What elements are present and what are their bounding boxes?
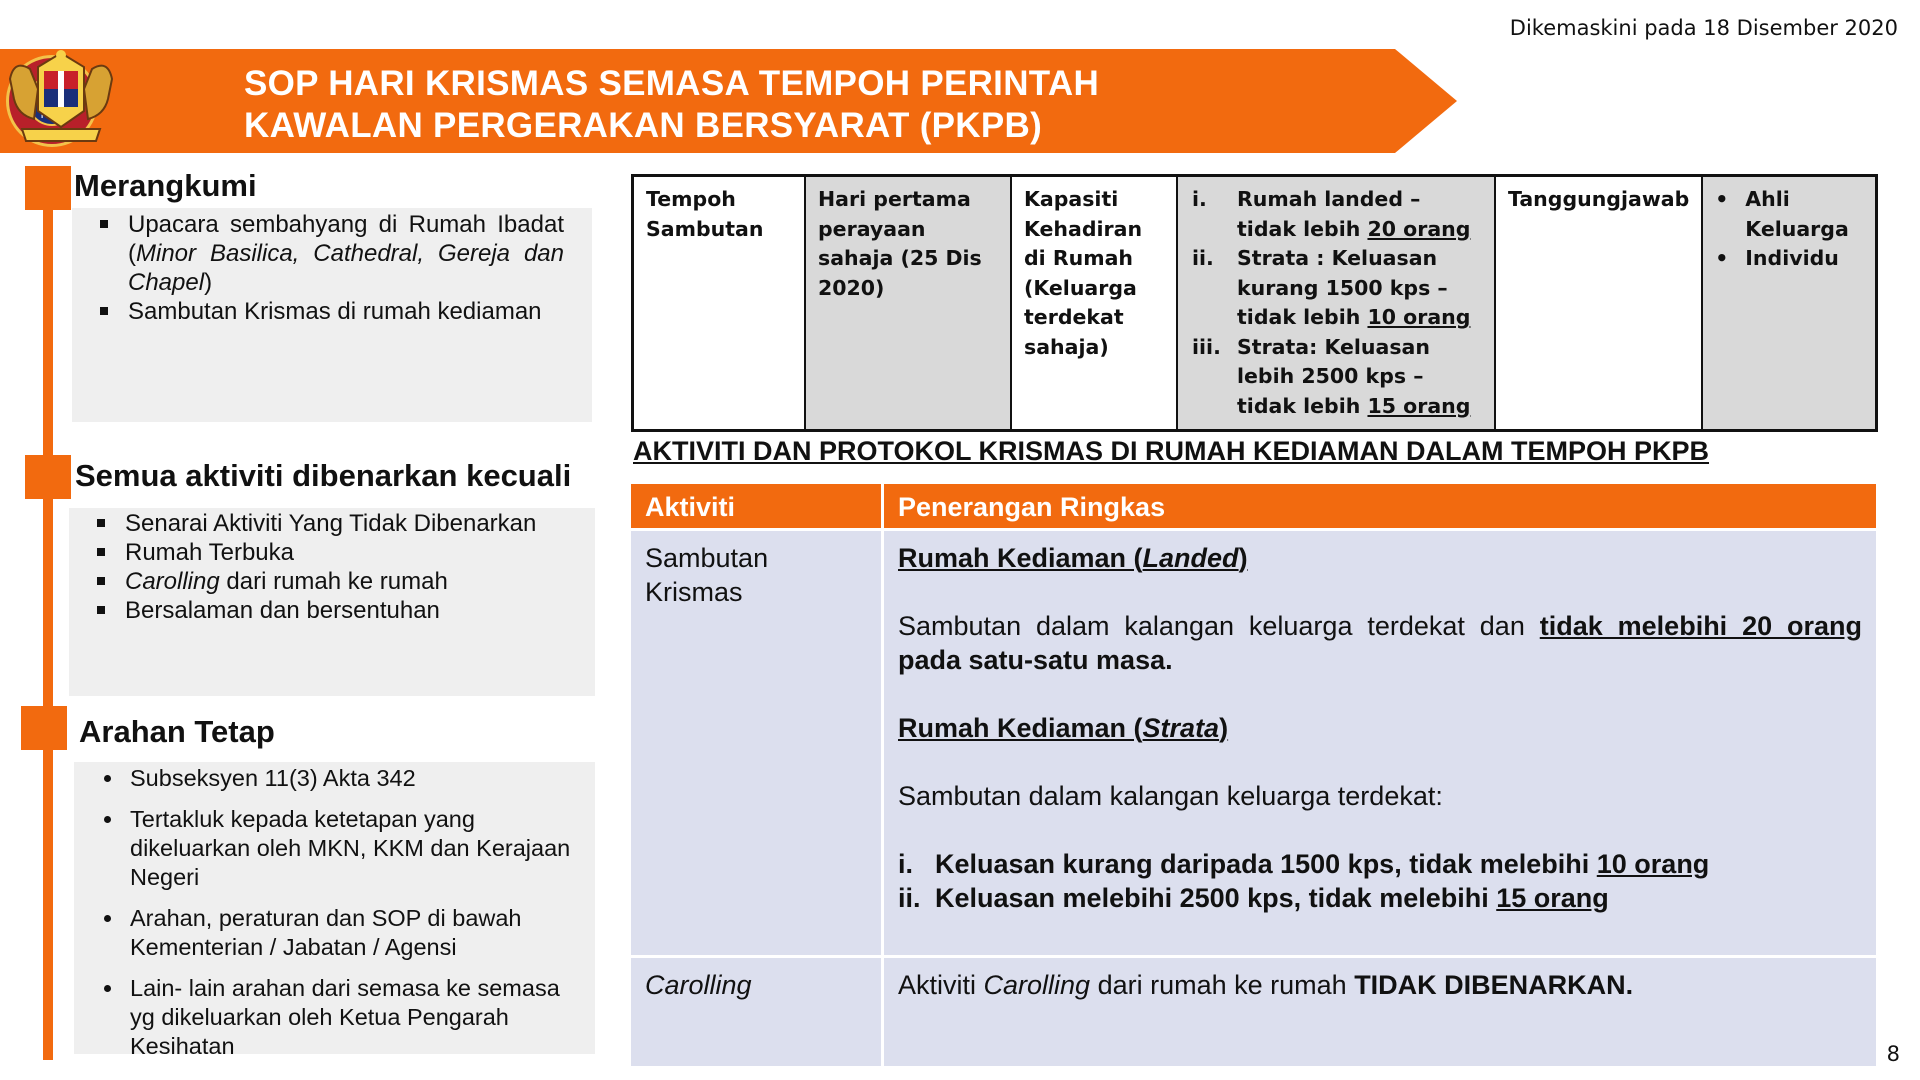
strata-item-2500: ii. Keluasan melebihi 2500 kps, tidak melebihi 15 orang (898, 883, 1609, 913)
section-title-arahan: Arahan Tetap (79, 714, 275, 749)
carolling-text: Aktiviti Carolling dari rumah ke rumah TIDAK DIBENARKAN. (898, 970, 1634, 1000)
section-title-merangkumi: Merangkumi (74, 168, 257, 203)
activity-table (631, 484, 1876, 1066)
merangkumi-box (72, 208, 592, 422)
summary-tempoh-label: Tempoh Sambutan (633, 176, 806, 431)
merangkumi-item-ibadat: Upacara sembahyang di Rumah Ibadat (Minor Basilica, Cathedral, Gereja dan Chapel) (98, 210, 564, 297)
section-title-kecuali: Semua aktiviti dibenarkan kecuali (75, 458, 572, 493)
banner-title (244, 63, 1099, 147)
kapasiti-item-strata-1500: ii. Strata : Keluasan kurang 1500 kps – tidak lebih 10 orang (1192, 246, 1471, 329)
arahan-item-ketetapan: Tertakluk kepada ketetapan yang dikeluarkan oleh MKN, KKM dan Kerajaan Negeri (100, 805, 589, 892)
section-marker-merangkumi (25, 166, 71, 210)
section-marker-arahan (21, 706, 67, 750)
landed-heading: Rumah Kediaman (Landed) (898, 543, 1248, 573)
kecuali-box (69, 508, 595, 696)
timeline-line (43, 170, 53, 1060)
title-banner (0, 49, 1460, 153)
summary-tanggungjawab-value (1702, 176, 1876, 431)
merangkumi-item-rumah: Sambutan Krismas di rumah kediaman (98, 297, 564, 326)
arahan-box (74, 762, 595, 1059)
banner-title-line2: KAWALAN PERGERAKAN BERSYARAT (PKPB) (244, 106, 1043, 145)
summary-kapasiti-value (1177, 176, 1495, 431)
activity-header-penerangan: Penerangan Ringkas (884, 484, 1876, 528)
banner-title-line1: SOP HARI KRISMAS SEMASA TEMPOH PERINTAH (244, 64, 1100, 103)
section-marker-kecuali (25, 455, 71, 499)
summary-kapasiti-label: Kapasiti Kehadiran di Rumah (Keluarga terdekat sahaja) (1011, 176, 1177, 431)
updated-date: Dikemaskini pada 18 Disember 2020 (1509, 16, 1898, 40)
summary-tempoh-value: Hari pertama perayaan sahaja (25 Dis 2020) (805, 176, 1011, 431)
page-number: 8 (1886, 1042, 1900, 1066)
arahan-item-lain-lain: Lain- lain arahan dari semasa ke semasa yg dikeluarkan oleh Ketua Pengarah Kesihatan (100, 974, 589, 1061)
kecuali-item-carolling: Carolling dari rumah ke rumah (95, 567, 595, 596)
row-carolling-activity (631, 958, 881, 1066)
row-krismas-description (884, 531, 1876, 955)
row-carolling-activity-label: Carolling (645, 970, 752, 1000)
kapasiti-item-landed: i. Rumah landed – tidak lebih 20 orang (1192, 187, 1471, 241)
activity-header-aktiviti: Aktiviti (631, 484, 881, 528)
kecuali-item-senarai: Senarai Aktiviti Yang Tidak Dibenarkan (95, 509, 595, 538)
arahan-item-peraturan: Arahan, peraturan dan SOP di bawah Kementerian / Jabatan / Agensi (100, 904, 589, 962)
kecuali-item-bersalaman: Bersalaman dan bersentuhan (95, 596, 595, 625)
summary-table (631, 174, 1878, 432)
arahan-item-akta: Subseksyen 11(3) Akta 342 (100, 764, 589, 793)
strata-text: Sambutan dalam kalangan keluarga terdekat: (898, 781, 1443, 811)
row-krismas-activity-label: Sambutan Krismas (645, 543, 769, 607)
row-carolling-description (884, 958, 1876, 1066)
malaysia-coat-of-arms-logo (0, 49, 122, 149)
kapasiti-item-strata-2500: iii. Strata: Keluasan lebih 2500 kps – tidak lebih 15 orang (1192, 334, 1471, 418)
summary-tanggungjawab-label: Tanggungjawab (1495, 176, 1702, 431)
landed-text-cont: pada satu-satu masa. (898, 645, 1173, 675)
landed-text: Sambutan dalam kalangan keluarga terdekat dan tidak melebihi 20 orang (898, 611, 1863, 641)
kecuali-item-rumah-terbuka: Rumah Terbuka (95, 538, 595, 567)
tanggungjawab-item-individu: • Individu (1715, 246, 1839, 270)
tanggungjawab-item-ahli: • Ahli Keluarga (1715, 187, 1849, 241)
strata-heading: Rumah Kediaman (Strata) (898, 713, 1229, 743)
row-krismas-activity (631, 531, 881, 955)
activity-heading: AKTIVITI DAN PROTOKOL KRISMAS DI RUMAH KEDIAMAN DALAM TEMPOH PKPB (633, 436, 1710, 466)
strata-item-1500: i. Keluasan kurang daripada 1500 kps, tidak melebihi 10 orang (898, 849, 1710, 879)
